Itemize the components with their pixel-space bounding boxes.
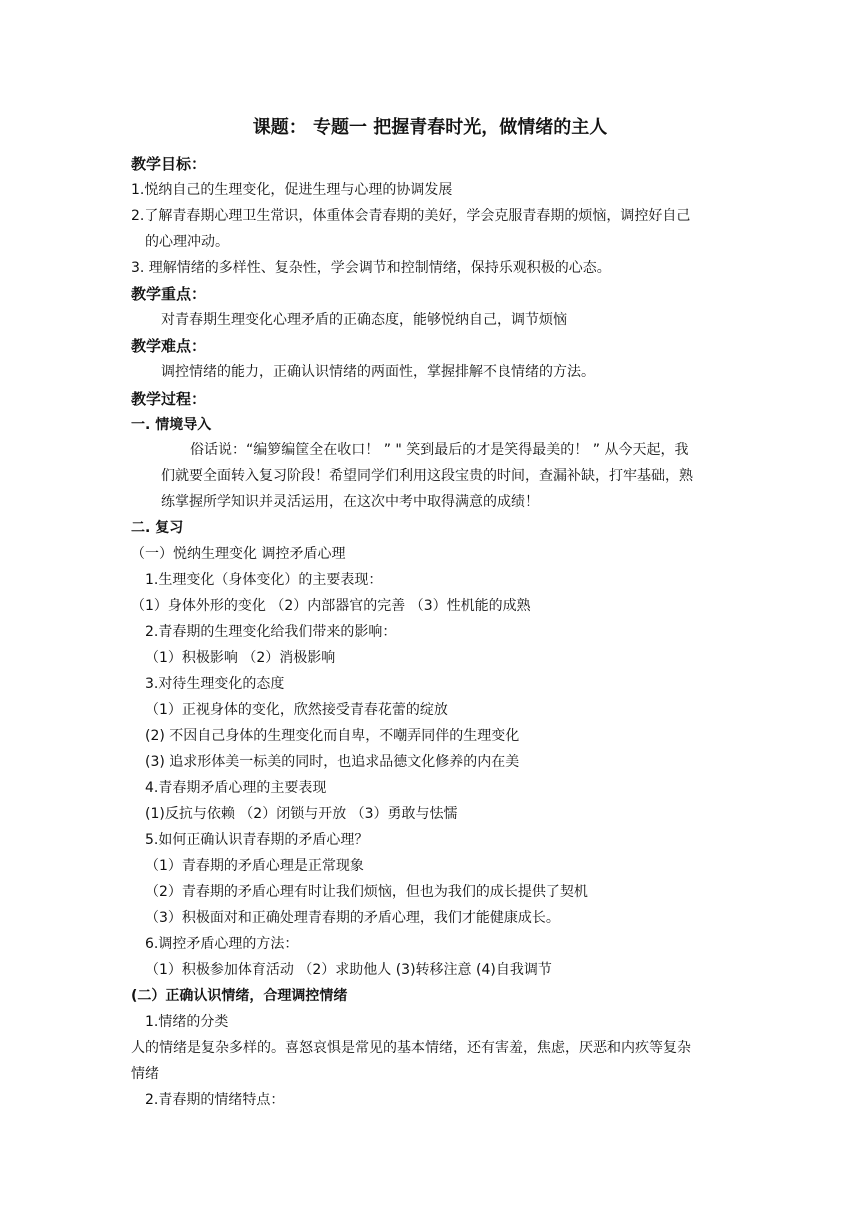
difficulties-heading: 教学难点： [131, 337, 207, 355]
review-line: （1）积极影响 （2）消极影响 [145, 650, 336, 666]
objectives-heading: 教学目标： [131, 155, 207, 173]
review-line: （1）青春期的矛盾心理是正常现象 [145, 858, 364, 874]
review-line: 4.青春期矛盾心理的主要表现 [145, 780, 327, 796]
review-line: 2.青春期的情绪特点： [145, 1092, 285, 1108]
page-title: 课题： 专题一 把握青春时光，做情绪的主人 [252, 117, 608, 138]
key-points-heading: 教学重点： [131, 285, 207, 303]
objective-item-continued: 的心理冲动。 [145, 234, 229, 250]
process-heading: 教学过程： [131, 390, 207, 408]
review-line: （1）正视身体的变化，欣然接受青春花蕾的绽放 [145, 702, 448, 718]
intro-line: 们就要全面转入复习阶段！希望同学们利用这段宝贵的时间，查漏补缺，打牢基础，熟 [161, 468, 693, 484]
review-line: (2) 不因自己身体的生理变化而自卑，不嘲弄同伴的生理变化 [145, 728, 520, 744]
difficulties-text: 调控情绪的能力，正确认识情绪的两面性，掌握排解不良情绪的方法。 [161, 364, 595, 380]
review-part2-heading: (二）正确认识情绪，合理调控情绪 [131, 988, 348, 1004]
intro-line: 练掌握所学知识并灵活运用，在这次中考中取得满意的成绩！ [161, 494, 539, 510]
review-line: 6.调控矛盾心理的方法： [145, 936, 299, 952]
intro-line: 俗话说：“编箩编筐全在收口！ ” " 笑到最后的才是笑得最美的！ ” 从今天起，我 [190, 442, 689, 458]
review-line: （2）青春期的矛盾心理有时让我们烦恼，但也为我们的成长提供了契机 [145, 884, 588, 900]
objective-item: 2.了解青春期心理卫生常识，体重体会青春期的美好，学会克服青春期的烦恼，调控好自己 [131, 208, 691, 224]
review-part1-heading: （一）悦纳生理变化 调控矛盾心理 [131, 546, 346, 562]
review-line: 2.青春期的生理变化给我们带来的影响： [145, 624, 397, 640]
key-points-text: 对青春期生理变化心理矛盾的正确态度，能够悦纳自己，调节烦恼 [161, 312, 567, 328]
review-line: 1.情绪的分类 [145, 1014, 229, 1030]
review-line: 人的情绪是复杂多样的。喜怒哀惧是常见的基本情绪，还有害羞，焦虑，厌恶和内疚等复杂 [131, 1040, 691, 1056]
review-line: (3) 追求形体美一标美的同时，也追求品德文化修养的内在美 [145, 754, 520, 770]
review-heading: 二. 复习 [131, 520, 184, 536]
review-line: （1）积极参加体育活动 （2）求助他人 (3)转移注意 (4)自我调节 [145, 962, 552, 978]
review-line: (1)反抗与依赖 （2）闭锁与开放 （3）勇敢与怯懦 [145, 806, 458, 822]
review-line: 3.对待生理变化的态度 [145, 676, 285, 692]
objective-item: 3. 理解情绪的多样性、复杂性，学会调节和控制情绪，保持乐观积极的心态。 [131, 260, 611, 276]
objective-item: 1.悦纳自己的生理变化，促进生理与心理的协调发展 [131, 182, 453, 198]
review-line: （1）身体外形的变化 （2）内部器官的完善 （3）性机能的成熟 [131, 598, 531, 614]
review-line: 5.如何正确认识青春期的矛盾心理？ [145, 832, 369, 848]
review-line: （3）积极面对和正确处理青春期的矛盾心理，我们才能健康成长。 [145, 910, 560, 926]
review-line: 情绪 [131, 1066, 159, 1082]
review-line: 1.生理变化（身体变化）的主要表现： [145, 572, 383, 588]
intro-heading: 一. 情境导入 [131, 417, 212, 433]
